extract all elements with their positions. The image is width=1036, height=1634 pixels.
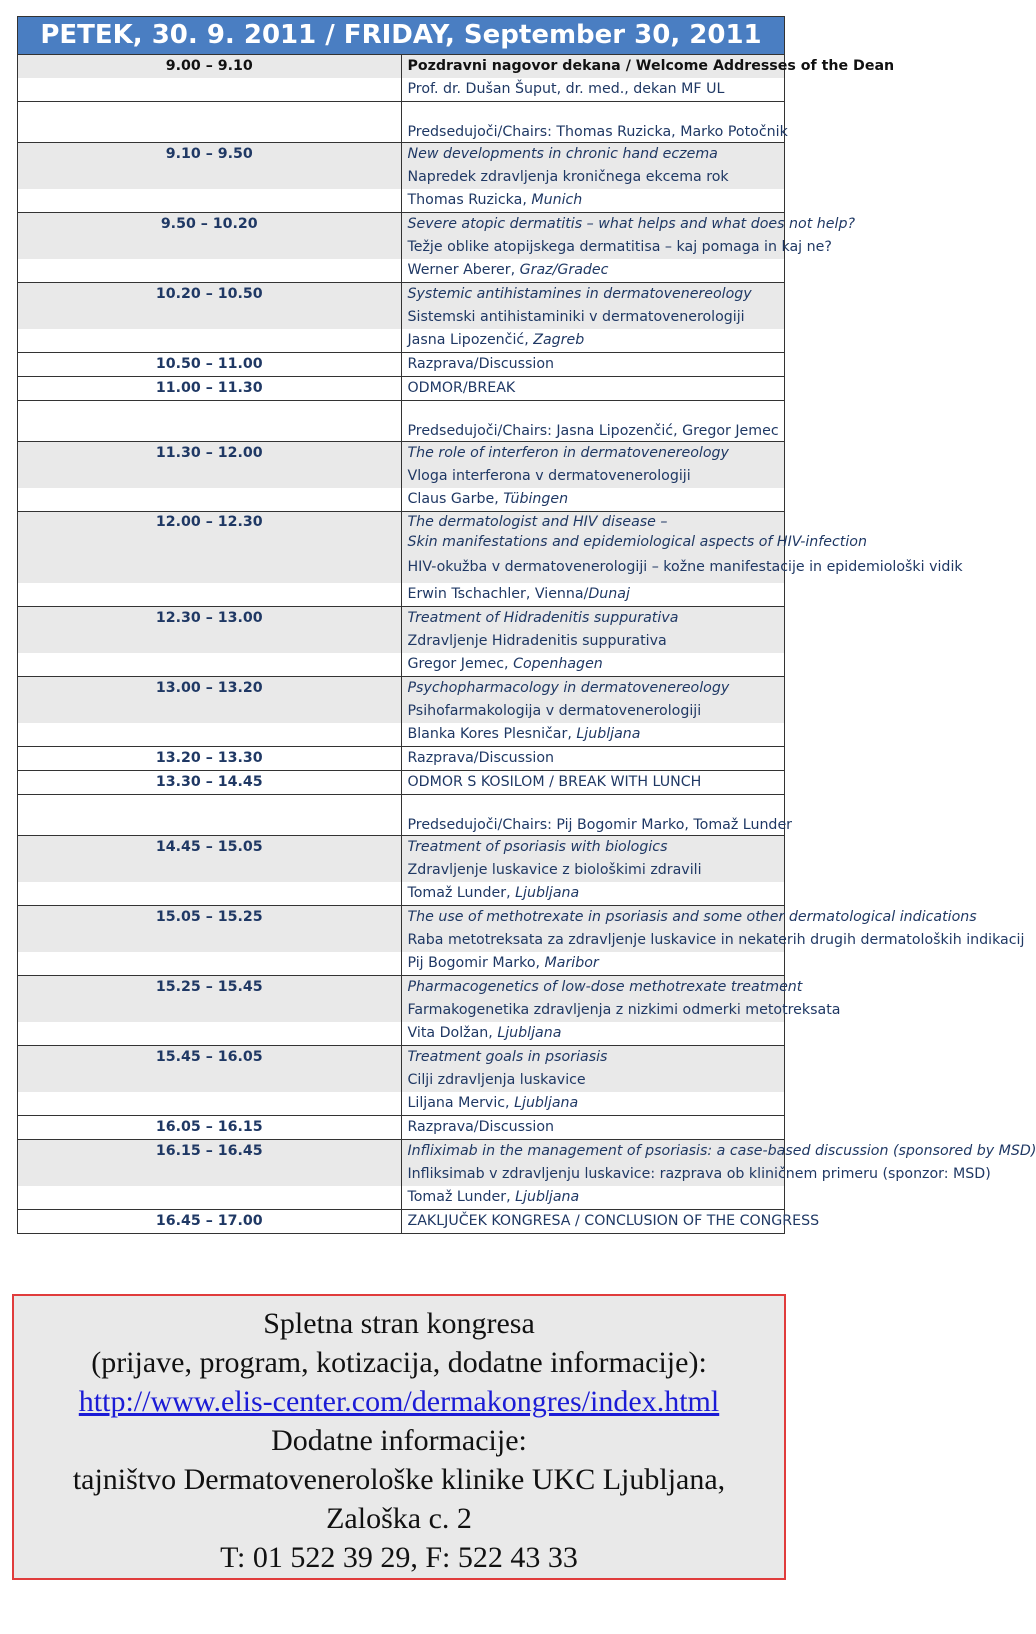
session-title-si: Zdravljenje luskavice z biološkimi zdravili — [401, 859, 785, 882]
session-time — [18, 465, 402, 488]
info-phone-fax: T: 01 522 39 29, F: 522 43 33 — [220, 1541, 578, 1574]
chairs-row — [18, 401, 785, 442]
session-speaker-row — [18, 653, 785, 677]
session-time — [18, 189, 402, 213]
session-row — [18, 771, 785, 795]
session-title-en: Severe atopic dermatitis – what helps and what does not help? — [401, 213, 785, 237]
program-table — [17, 16, 1036, 1234]
session-row-si — [18, 929, 785, 952]
session-time: 11.30 – 12.00 — [18, 442, 402, 466]
session-row-si — [18, 1069, 785, 1092]
session-row — [18, 55, 785, 79]
session-speaker-row — [18, 78, 785, 102]
session-speaker — [401, 259, 785, 283]
session-time: 11.00 – 11.30 — [18, 377, 402, 401]
session-title: ZAKLJUČEK KONGRESA / CONCLUSION OF THE CONGRESS — [401, 1210, 785, 1234]
speaker-city: Maribor — [544, 955, 599, 971]
session-speaker — [401, 723, 785, 747]
speaker-city: Graz/Gradec — [519, 262, 609, 278]
session-speaker — [401, 882, 785, 906]
session-title: Pozdravni nagovor dekana / Welcome Addresses of the Dean — [401, 55, 785, 79]
congress-info-box — [12, 1294, 786, 1580]
session-speaker — [401, 583, 785, 607]
session-time — [18, 236, 402, 259]
session-row — [18, 213, 785, 237]
session-row — [18, 747, 785, 771]
session-title: Razprava/Discussion — [401, 747, 785, 771]
session-speaker — [401, 329, 785, 353]
session-time: 10.20 – 10.50 — [18, 283, 402, 307]
session-time: 13.00 – 13.20 — [18, 677, 402, 701]
session-title: ODMOR/BREAK — [401, 377, 785, 401]
session-time — [18, 78, 402, 102]
session-row-si — [18, 306, 785, 329]
session-time: 16.45 – 17.00 — [18, 1210, 402, 1234]
info-website-subheading: (prijave, program, kotizacija, dodatne informacije): — [91, 1346, 707, 1379]
session-time: 15.05 – 15.25 — [18, 906, 402, 930]
session-title-si: Zdravljenje Hidradenitis suppurativa — [401, 630, 785, 653]
session-time — [18, 952, 402, 976]
session-speaker — [401, 488, 785, 512]
session-speaker-row — [18, 882, 785, 906]
session-title-en: Treatment of psoriasis with biologics — [401, 836, 785, 860]
session-time — [18, 929, 402, 952]
session-time — [18, 859, 402, 882]
speaker-name: Tomaž Lunder, — [407, 885, 516, 901]
session-time — [18, 1163, 402, 1186]
session-row — [18, 836, 785, 860]
session-title-en: Treatment goals in psoriasis — [401, 1046, 785, 1070]
session-title-si: Infliksimab v zdravljenju luskavice: razprava ob kliničnem primeru (sponzor: MSD) — [401, 1163, 785, 1186]
session-row-si — [18, 552, 785, 583]
speaker-city: Dunaj — [588, 586, 630, 602]
session-time — [18, 166, 402, 189]
session-time — [18, 999, 402, 1022]
session-row — [18, 1210, 785, 1234]
session-time: 13.30 – 14.45 — [18, 771, 402, 795]
info-website-heading: Spletna stran kongresa — [263, 1307, 535, 1340]
session-title-si: HIV-okužba v dermatovenerologiji – kožne manifestacije in epidemiološki vidik — [401, 552, 785, 583]
session-title-si: Farmakogenetika zdravljenja z nizkimi odmerki metotreksata — [401, 999, 785, 1022]
info-address: Zaloška c. 2 — [326, 1502, 472, 1535]
session-time: 10.50 – 11.00 — [18, 353, 402, 377]
session-time: 14.45 – 15.05 — [18, 836, 402, 860]
speaker-name: Liljana Mervic, — [407, 1095, 515, 1111]
session-speaker-row — [18, 1022, 785, 1046]
session-time — [18, 1092, 402, 1116]
session-title-en-cont: Skin manifestations and epidemiological aspects of HIV-infection — [401, 532, 785, 552]
speaker-name: Claus Garbe, — [407, 491, 504, 507]
session-speaker-row — [18, 1092, 785, 1116]
session-speaker-row — [18, 329, 785, 353]
session-title: Razprava/Discussion — [401, 353, 785, 377]
speaker-name: Gregor Jemec, — [407, 656, 514, 672]
session-time: 9.00 – 9.10 — [18, 55, 402, 79]
session-time — [18, 401, 402, 442]
session-chairs: Predsedujoči/Chairs: Jasna Lipozenčić, Gregor Jemec — [401, 401, 785, 442]
session-title-si: Napredek zdravljenja kroničnega ekcema rok — [401, 166, 785, 189]
session-row — [18, 906, 785, 930]
session-row — [18, 1140, 785, 1164]
session-time — [18, 723, 402, 747]
session-row — [18, 442, 785, 466]
session-speaker-row — [18, 189, 785, 213]
chairs-row — [18, 795, 785, 836]
session-time — [18, 630, 402, 653]
session-row — [18, 377, 785, 401]
speaker-name: Vita Dolžan, — [407, 1025, 498, 1041]
speaker-city: Ljubljana — [515, 885, 580, 901]
session-title-si: Vloga interferona v dermatovenerologiji — [401, 465, 785, 488]
session-time — [18, 552, 402, 583]
session-row-si — [18, 1163, 785, 1186]
session-time — [18, 1069, 402, 1092]
session-time: 9.50 – 10.20 — [18, 213, 402, 237]
session-speaker — [401, 1186, 785, 1210]
session-title-en: The use of methotrexate in psoriasis and some other dermatological indications — [401, 906, 785, 930]
session-title-en: Pharmacogenetics of low-dose methotrexate treatment — [401, 976, 785, 1000]
session-time: 13.20 – 13.30 — [18, 747, 402, 771]
session-row-si — [18, 630, 785, 653]
session-row — [18, 512, 785, 533]
session-row — [18, 283, 785, 307]
session-title-en: Systemic antihistamines in dermatovenereology — [401, 283, 785, 307]
session-title: Razprava/Discussion — [401, 1116, 785, 1140]
speaker-name: Pij Bogomir Marko, — [407, 955, 545, 971]
speaker-city: Ljubljana — [576, 726, 641, 742]
session-time: 15.45 – 16.05 — [18, 1046, 402, 1070]
session-row-si — [18, 700, 785, 723]
session-row-si — [18, 236, 785, 259]
session-chairs: Predsedujoči/Chairs: Thomas Ruzicka, Marko Potočnik — [401, 102, 785, 143]
speaker-name: Blanka Kores Plesničar, — [407, 726, 577, 742]
session-chairs: Predsedujoči/Chairs: Pij Bogomir Marko, Tomaž Lunder — [401, 795, 785, 836]
session-time: 12.30 – 13.00 — [18, 607, 402, 631]
session-speaker — [401, 653, 785, 677]
session-speaker-row — [18, 259, 785, 283]
session-title-si: Sistemski antihistaminiki v dermatovenerologiji — [401, 306, 785, 329]
session-title-si: Težje oblike atopijskega dermatitisa – kaj pomaga in kaj ne? — [401, 236, 785, 259]
session-time — [18, 532, 402, 552]
session-time — [18, 700, 402, 723]
session-row-si — [18, 859, 785, 882]
info-additional-heading: Dodatne informacije: — [271, 1424, 527, 1457]
session-time — [18, 488, 402, 512]
chairs-row — [18, 102, 785, 143]
day-header: PETEK, 30. 9. 2011 / FRIDAY, September 30, 2011 — [18, 17, 785, 55]
speaker-city: Ljubljana — [497, 1025, 562, 1041]
session-time — [18, 653, 402, 677]
session-row — [18, 143, 785, 167]
session-time — [18, 882, 402, 906]
session-time: 12.00 – 12.30 — [18, 512, 402, 533]
day-header-row — [18, 17, 785, 55]
session-title-si: Raba metotreksata za zdravljenje luskavice in nekaterih drugih dermatoloških indikacij — [401, 929, 785, 952]
session-title-si: Psihofarmakologija v dermatovenerologiji — [401, 700, 785, 723]
session-speaker-row — [18, 488, 785, 512]
session-speaker — [401, 1092, 785, 1116]
info-secretariat: tajništvo Dermatovenerološke klinike UKC Ljubljana, — [72, 1463, 726, 1496]
session-time — [18, 1186, 402, 1210]
session-speaker-row — [18, 1186, 785, 1210]
session-title-en: Infliximab in the management of psoriasis: a case-based discussion (sponsored by MSD) — [401, 1140, 785, 1164]
session-title-en: The role of interferon in dermatovenereology — [401, 442, 785, 466]
session-time: 16.15 – 16.45 — [18, 1140, 402, 1164]
session-title-si: Cilji zdravljenja luskavice — [401, 1069, 785, 1092]
session-time — [18, 306, 402, 329]
speaker-name: Werner Aberer, — [407, 262, 520, 278]
congress-website-link[interactable]: http://www.elis-center.com/dermakongres/index.html — [78, 1385, 720, 1418]
session-row-si — [18, 465, 785, 488]
session-time: 16.05 – 16.15 — [18, 1116, 402, 1140]
speaker-city: Copenhagen — [513, 656, 603, 672]
session-title-en: Treatment of Hidradenitis suppurativa — [401, 607, 785, 631]
session-time — [18, 102, 402, 143]
session-time — [18, 583, 402, 607]
session-row — [18, 976, 785, 1000]
speaker-name: Tomaž Lunder, — [407, 1189, 516, 1205]
session-time — [18, 259, 402, 283]
speaker-name: Jasna Lipozenčić, — [407, 332, 534, 348]
session-speaker: Prof. dr. Dušan Šuput, dr. med., dekan MF UL — [401, 78, 785, 102]
session-row-si — [18, 166, 785, 189]
session-speaker — [401, 189, 785, 213]
speaker-city: Ljubljana — [514, 1095, 579, 1111]
session-row-cont — [18, 532, 785, 552]
session-speaker-row — [18, 952, 785, 976]
session-speaker — [401, 952, 785, 976]
session-title-en: Psychopharmacology in dermatovenereology — [401, 677, 785, 701]
session-row-si — [18, 999, 785, 1022]
session-time: 9.10 – 9.50 — [18, 143, 402, 167]
session-row — [18, 1116, 785, 1140]
speaker-city: Ljubljana — [515, 1189, 580, 1205]
session-title-en: New developments in chronic hand eczema — [401, 143, 785, 167]
session-time — [18, 795, 402, 836]
session-time — [18, 1022, 402, 1046]
session-row — [18, 607, 785, 631]
speaker-name: Thomas Ruzicka, — [407, 192, 532, 208]
session-row — [18, 353, 785, 377]
session-time — [18, 329, 402, 353]
speaker-city: Zagreb — [533, 332, 585, 348]
session-title-en: The dermatologist and HIV disease – — [401, 512, 785, 533]
session-speaker — [401, 1022, 785, 1046]
session-row — [18, 1046, 785, 1070]
speaker-city: Munich — [531, 192, 583, 208]
speaker-city: Tübingen — [503, 491, 569, 507]
speaker-name: Erwin Tschachler, Vienna/ — [407, 586, 589, 602]
session-row — [18, 677, 785, 701]
session-title: ODMOR S KOSILOM / BREAK WITH LUNCH — [401, 771, 785, 795]
session-speaker-row — [18, 723, 785, 747]
session-time: 15.25 – 15.45 — [18, 976, 402, 1000]
session-speaker-row — [18, 583, 785, 607]
